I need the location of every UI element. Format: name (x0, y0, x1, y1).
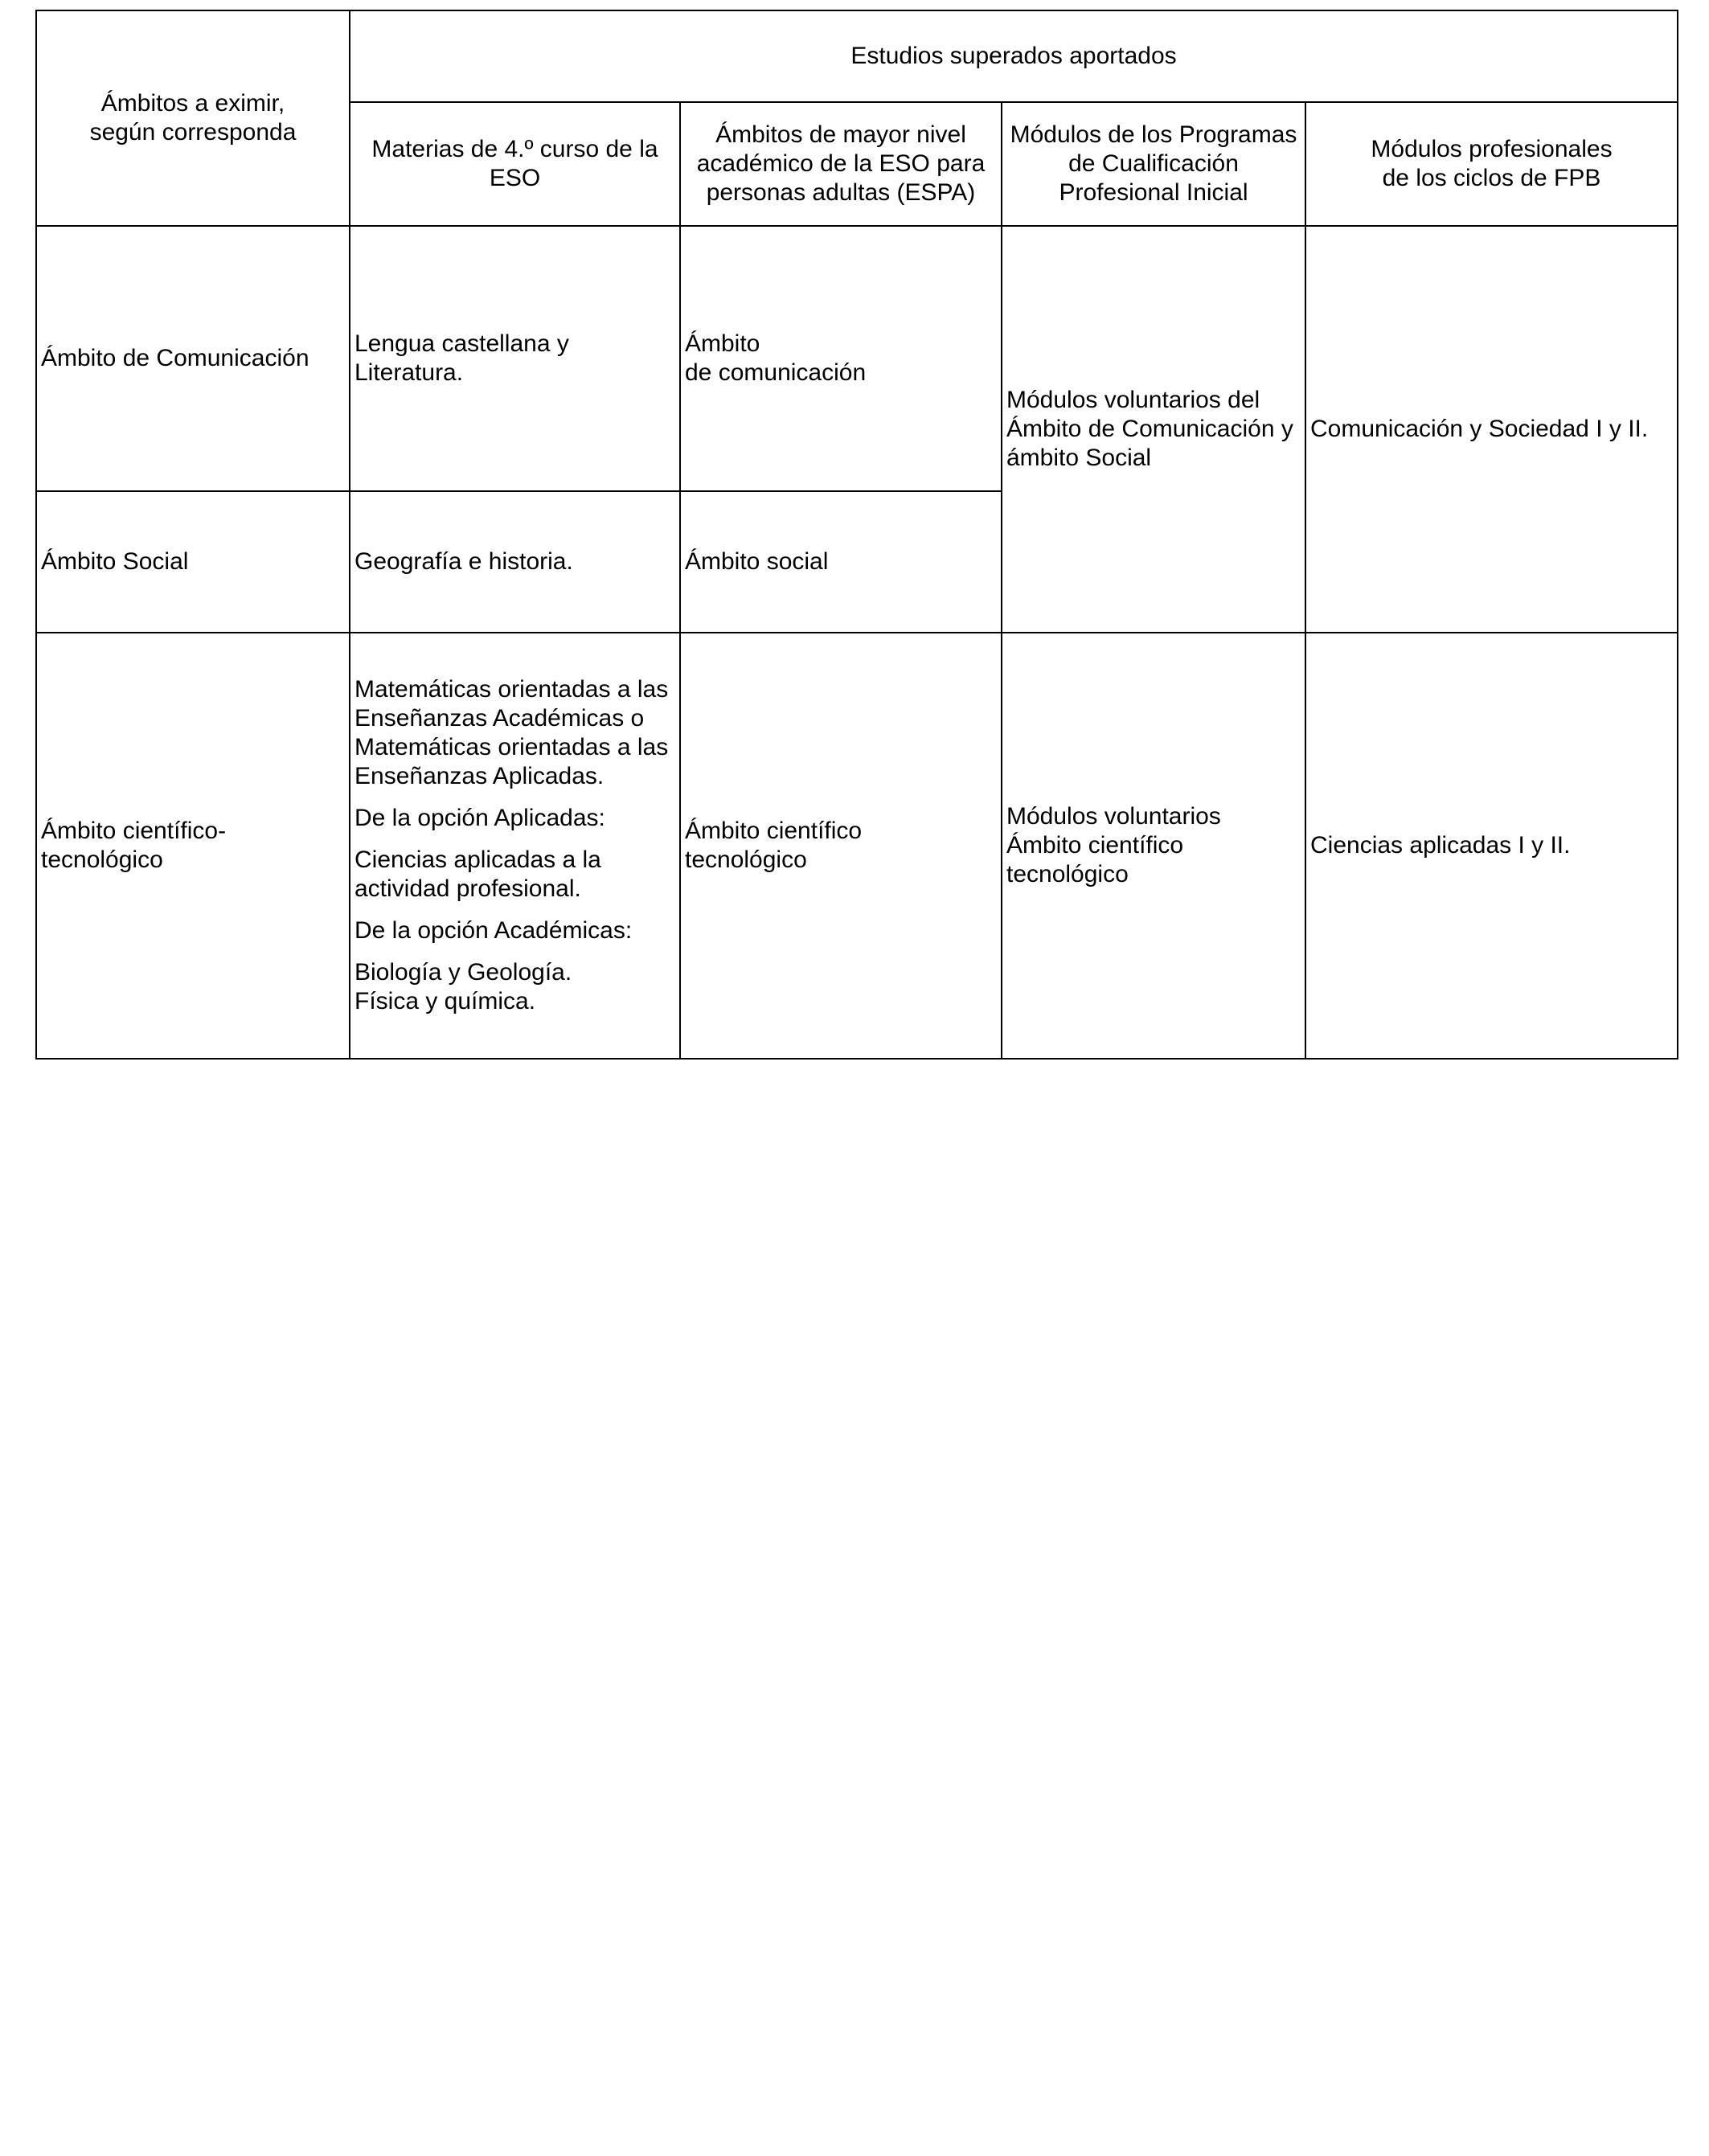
cell-espa-social: Ámbito social (680, 491, 1002, 633)
header-modulos-fpb: Módulos profesionales de los ciclos de FPB (1305, 102, 1678, 226)
cell-espa-cientifico: Ámbito científico tecnológico (680, 633, 1002, 1059)
table-row-comunicacion (36, 226, 1678, 491)
cell-fpb-comunicacion-social: Comunicación y Sociedad I y II. (1305, 226, 1678, 633)
cell-materia-social: Geografía e historia. (350, 491, 680, 633)
cell-ambito-social: Ámbito Social (36, 491, 350, 633)
header-materias-eso: Materias de 4.º curso de la ESO (350, 102, 680, 226)
table-row-cientifico (36, 633, 1678, 1059)
materia-ciencias-aplicadas: Ciencias aplicadas a la actividad profesional. (355, 846, 601, 902)
header-ambitos-espa: Ámbitos de mayor nivel académico de la ESO para personas adultas (ESPA) (680, 102, 1002, 226)
cell-ambito-comunicacion: Ámbito de Comunicación (36, 226, 350, 491)
cell-espa-comunicacion: Ámbito de comunicación (680, 226, 1002, 491)
header-modulos-pcpi: Módulos de los Programas de Cualificación Profesional Inicial (1002, 102, 1305, 226)
header-row-1 (36, 10, 1678, 102)
cell-pcpi-cientifico: Módulos voluntarios Ámbito científico tecnológico (1002, 633, 1305, 1059)
cell-ambito-cientifico: Ámbito científico- tecnológico (36, 633, 350, 1059)
header-estudios-superados: Estudios superados aportados (350, 10, 1678, 102)
materia-matematicas: Matemáticas orientadas a las Enseñanzas Académicas o Matemáticas orientadas a las Enseñanzas Aplicadas. (355, 676, 669, 789)
header-ambitos: Ámbitos a eximir, según corresponda (36, 10, 350, 226)
cell-pcpi-comunicacion-social: Módulos voluntarios del Ámbito de Comunicación y ámbito Social (1002, 226, 1305, 633)
cell-materia-cientifico (350, 633, 680, 1059)
materia-opcion-academicas: De la opción Académicas: (355, 917, 633, 944)
materia-opcion-aplicadas: De la opción Aplicadas: (355, 805, 605, 831)
cell-materia-comunicacion: Lengua castellana y Literatura. (350, 226, 680, 491)
materia-biologia-fisica: Biología y Geología. Física y química. (355, 959, 572, 1014)
exemption-table (35, 10, 1678, 1060)
cell-fpb-cientifico: Ciencias aplicadas I y II. (1305, 633, 1678, 1059)
